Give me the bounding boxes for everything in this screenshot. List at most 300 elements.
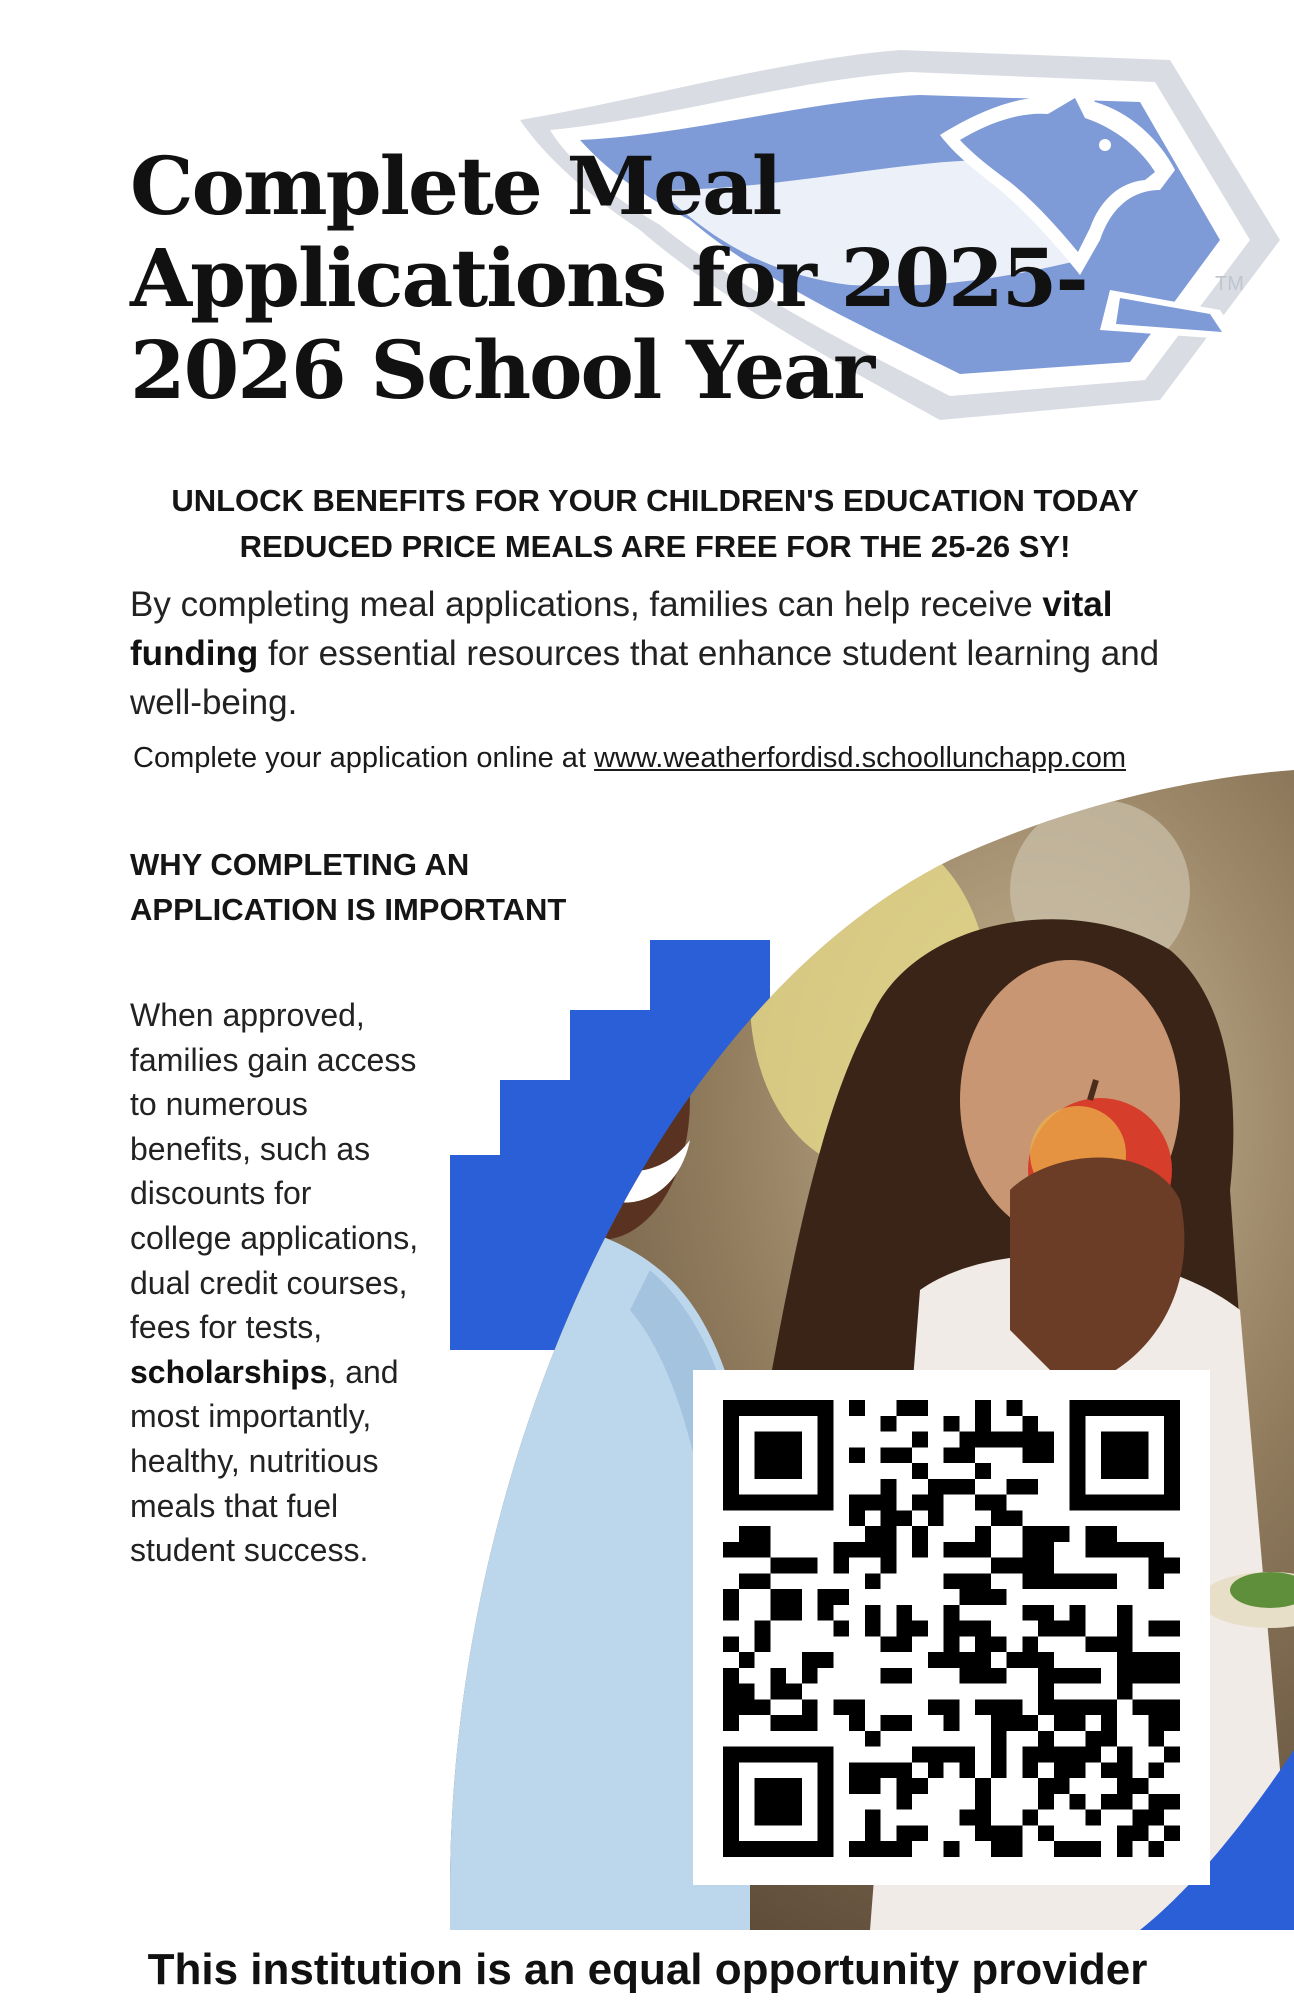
qr-module	[723, 1668, 739, 1684]
qr-module	[1007, 1432, 1023, 1448]
qr-module	[1070, 1668, 1086, 1684]
qr-module	[1148, 1810, 1164, 1826]
qr-module	[1133, 1825, 1149, 1841]
qr-module	[881, 1495, 897, 1511]
qr-module	[1117, 1668, 1133, 1684]
qr-module	[723, 1463, 739, 1479]
qr-module	[723, 1447, 739, 1463]
qr-module	[723, 1479, 739, 1495]
qr-module	[912, 1463, 928, 1479]
qr-module	[1007, 1479, 1023, 1495]
qr-module	[1038, 1605, 1054, 1621]
qr-module	[1101, 1447, 1117, 1463]
qr-module	[975, 1825, 991, 1841]
qr-module	[786, 1684, 802, 1700]
qr-module	[739, 1400, 755, 1416]
qr-module	[755, 1810, 771, 1826]
qr-module	[912, 1825, 928, 1841]
qr-module	[1022, 1810, 1038, 1826]
qr-module	[802, 1699, 818, 1715]
qr-module	[1117, 1400, 1133, 1416]
qr-module	[1070, 1479, 1086, 1495]
qr-module	[723, 1495, 739, 1511]
qr-module	[1101, 1542, 1117, 1558]
qr-module	[1164, 1652, 1180, 1668]
qr-module	[723, 1684, 739, 1700]
qr-module	[1133, 1699, 1149, 1715]
qr-module	[1164, 1747, 1180, 1763]
qr-module	[1101, 1463, 1117, 1479]
qr-module	[975, 1652, 991, 1668]
qr-module	[739, 1495, 755, 1511]
qr-module	[818, 1810, 834, 1826]
qr-module	[1038, 1684, 1054, 1700]
qr-module	[991, 1715, 1007, 1731]
qr-module	[1038, 1778, 1054, 1794]
qr-module	[991, 1495, 1007, 1511]
qr-module	[991, 1731, 1007, 1747]
qr-module	[786, 1558, 802, 1574]
qr-module	[723, 1589, 739, 1605]
qr-module	[896, 1794, 912, 1810]
qr-module	[881, 1762, 897, 1778]
qr-module	[896, 1715, 912, 1731]
qr-module	[1101, 1636, 1117, 1652]
qr-module	[1117, 1684, 1133, 1700]
qr-module	[896, 1841, 912, 1857]
qr-module	[1022, 1416, 1038, 1432]
qr-module	[1148, 1400, 1164, 1416]
qr-module	[723, 1699, 739, 1715]
qr-module	[912, 1542, 928, 1558]
qr-module	[818, 1778, 834, 1794]
qr-module	[1022, 1526, 1038, 1542]
qr-module	[896, 1400, 912, 1416]
qr-module	[833, 1589, 849, 1605]
qr-module	[896, 1825, 912, 1841]
qr-module	[1038, 1447, 1054, 1463]
qr-module	[1038, 1731, 1054, 1747]
intro-text-start: By completing meal applications, families can help receive	[130, 585, 1043, 624]
qr-module	[1101, 1432, 1117, 1448]
qr-module	[770, 1432, 786, 1448]
qr-module	[912, 1621, 928, 1637]
qr-module	[786, 1447, 802, 1463]
qr-module	[991, 1558, 1007, 1574]
qr-module	[1101, 1699, 1117, 1715]
qr-module	[1148, 1652, 1164, 1668]
qr-module	[1148, 1558, 1164, 1574]
qr-module	[723, 1605, 739, 1621]
qr-module	[1148, 1731, 1164, 1747]
qr-module	[770, 1589, 786, 1605]
qr-module	[1148, 1715, 1164, 1731]
qr-module	[1070, 1747, 1086, 1763]
qr-module	[1085, 1400, 1101, 1416]
qr-module	[959, 1447, 975, 1463]
qr-module	[991, 1699, 1007, 1715]
qr-module	[770, 1668, 786, 1684]
subheading	[110, 478, 1200, 570]
qr-module	[786, 1715, 802, 1731]
qr-module	[1101, 1400, 1117, 1416]
qr-module	[1022, 1636, 1038, 1652]
qr-module	[1007, 1715, 1023, 1731]
benefits-text-end: , and most importantly, healthy, nutritious meals that fuel student success.	[130, 1353, 399, 1569]
qr-module	[849, 1841, 865, 1857]
qr-module	[991, 1762, 1007, 1778]
qr-module	[912, 1400, 928, 1416]
qr-module	[975, 1699, 991, 1715]
qr-module	[818, 1463, 834, 1479]
qr-module	[1117, 1841, 1133, 1857]
qr-module	[1022, 1715, 1038, 1731]
qr-module	[739, 1652, 755, 1668]
qr-module	[723, 1747, 739, 1763]
qr-module	[1022, 1447, 1038, 1463]
qr-module	[1148, 1699, 1164, 1715]
qr-module	[818, 1652, 834, 1668]
qr-module	[944, 1636, 960, 1652]
qr-module	[1022, 1605, 1038, 1621]
qr-module	[912, 1747, 928, 1763]
qr-module	[723, 1542, 739, 1558]
qr-module	[723, 1794, 739, 1810]
qr-module	[818, 1432, 834, 1448]
qr-module	[770, 1400, 786, 1416]
page-title	[130, 140, 1180, 416]
qr-module	[739, 1542, 755, 1558]
qr-module	[1038, 1668, 1054, 1684]
qr-module	[770, 1558, 786, 1574]
qr-module	[802, 1668, 818, 1684]
qr-module	[786, 1495, 802, 1511]
qr-module	[944, 1621, 960, 1637]
qr-module	[944, 1416, 960, 1432]
qr-module	[1085, 1841, 1101, 1857]
qr-module	[1164, 1621, 1180, 1637]
why-heading-line-2: APPLICATION IS IMPORTANT	[130, 892, 567, 927]
qr-module	[833, 1542, 849, 1558]
qr-module	[1117, 1621, 1133, 1637]
qr-module	[881, 1447, 897, 1463]
qr-module	[849, 1699, 865, 1715]
qr-module	[1148, 1573, 1164, 1589]
qr-module	[1117, 1447, 1133, 1463]
qr-module	[802, 1841, 818, 1857]
qr-module	[1070, 1605, 1086, 1621]
qr-module	[1133, 1810, 1149, 1826]
qr-module	[1133, 1432, 1149, 1448]
qr-module	[849, 1400, 865, 1416]
qr-module	[1038, 1621, 1054, 1637]
qr-module	[975, 1495, 991, 1511]
qr-module	[944, 1652, 960, 1668]
title-line-3: 2026 School Year	[130, 323, 874, 417]
qr-module	[1054, 1715, 1070, 1731]
qr-module	[944, 1747, 960, 1763]
qr-module	[975, 1636, 991, 1652]
qr-module	[818, 1825, 834, 1841]
qr-module	[833, 1558, 849, 1574]
qr-module	[1101, 1573, 1117, 1589]
benefits-emphasis: scholarships	[130, 1353, 328, 1390]
qr-module	[818, 1794, 834, 1810]
qr-module	[1117, 1432, 1133, 1448]
qr-module	[944, 1479, 960, 1495]
qr-module	[723, 1636, 739, 1652]
qr-module	[739, 1526, 755, 1542]
qr-module	[959, 1479, 975, 1495]
qr-module	[770, 1747, 786, 1763]
qr-module	[881, 1636, 897, 1652]
qr-module	[959, 1621, 975, 1637]
qr-module	[928, 1699, 944, 1715]
qr-module	[975, 1526, 991, 1542]
qr-module	[1070, 1794, 1086, 1810]
qr-module	[818, 1447, 834, 1463]
qr-module	[912, 1432, 928, 1448]
qr-module	[896, 1621, 912, 1637]
qr-module	[991, 1825, 1007, 1841]
qr-code-icon[interactable]	[723, 1400, 1180, 1857]
qr-module	[1038, 1825, 1054, 1841]
qr-module	[786, 1605, 802, 1621]
qr-module	[1085, 1573, 1101, 1589]
qr-module	[849, 1542, 865, 1558]
qr-module	[881, 1668, 897, 1684]
qr-module	[975, 1416, 991, 1432]
qr-module	[723, 1715, 739, 1731]
qr-module	[959, 1652, 975, 1668]
qr-module	[1054, 1699, 1070, 1715]
qr-module	[912, 1778, 928, 1794]
qr-module	[1164, 1558, 1180, 1574]
qr-module	[928, 1747, 944, 1763]
subheading-line-2: REDUCED PRICE MEALS ARE FREE FOR THE 25-26 SY!	[239, 529, 1071, 564]
qr-module	[865, 1573, 881, 1589]
qr-module	[1164, 1447, 1180, 1463]
qr-module	[1070, 1447, 1086, 1463]
qr-module	[1038, 1542, 1054, 1558]
qr-module	[944, 1573, 960, 1589]
qr-module	[723, 1825, 739, 1841]
qr-module	[1164, 1794, 1180, 1810]
qr-module	[818, 1762, 834, 1778]
qr-module	[1117, 1542, 1133, 1558]
qr-module	[991, 1432, 1007, 1448]
qr-module	[959, 1810, 975, 1826]
qr-module	[1133, 1652, 1149, 1668]
qr-module	[1022, 1762, 1038, 1778]
qr-module	[1022, 1652, 1038, 1668]
qr-module	[1070, 1699, 1086, 1715]
qr-module	[896, 1762, 912, 1778]
qr-module	[1164, 1432, 1180, 1448]
qr-module	[818, 1479, 834, 1495]
qr-module	[865, 1542, 881, 1558]
qr-module	[755, 1778, 771, 1794]
qr-module	[1101, 1762, 1117, 1778]
qr-module	[991, 1841, 1007, 1857]
qr-code-panel	[693, 1370, 1210, 1885]
qr-module	[770, 1684, 786, 1700]
qr-module	[975, 1463, 991, 1479]
qr-module	[1022, 1558, 1038, 1574]
qr-module	[1101, 1794, 1117, 1810]
qr-module	[849, 1778, 865, 1794]
qr-module	[1101, 1731, 1117, 1747]
qr-module	[928, 1652, 944, 1668]
intro-paragraph	[130, 580, 1190, 727]
qr-module	[1148, 1794, 1164, 1810]
qr-module	[928, 1510, 944, 1526]
qr-module	[1164, 1479, 1180, 1495]
online-prefix: Complete your application online at	[133, 742, 595, 774]
qr-module	[912, 1526, 928, 1542]
qr-module	[755, 1400, 771, 1416]
qr-module	[959, 1573, 975, 1589]
application-website-link[interactable]: www.weatherfordisd.schoollunchapp.com	[594, 742, 1127, 774]
qr-module	[723, 1432, 739, 1448]
qr-module	[1164, 1825, 1180, 1841]
qr-module	[1085, 1495, 1101, 1511]
qr-module	[739, 1573, 755, 1589]
qr-module	[723, 1416, 739, 1432]
qr-module	[1022, 1479, 1038, 1495]
qr-module	[975, 1778, 991, 1794]
qr-module	[1101, 1495, 1117, 1511]
qr-module	[1117, 1463, 1133, 1479]
qr-module	[896, 1636, 912, 1652]
qr-module	[1085, 1731, 1101, 1747]
qr-module	[1148, 1668, 1164, 1684]
qr-module	[849, 1715, 865, 1731]
qr-module	[818, 1416, 834, 1432]
qr-module	[1022, 1542, 1038, 1558]
qr-module	[723, 1778, 739, 1794]
qr-module	[755, 1447, 771, 1463]
qr-module	[991, 1589, 1007, 1605]
qr-module	[1070, 1400, 1086, 1416]
qr-module	[975, 1794, 991, 1810]
subheading-line-1: UNLOCK BENEFITS FOR YOUR CHILDREN'S EDUCATION TODAY	[171, 483, 1139, 518]
qr-module	[1133, 1778, 1149, 1794]
qr-module	[1117, 1495, 1133, 1511]
qr-module	[755, 1463, 771, 1479]
title-line-1: Complete Meal	[130, 139, 781, 233]
qr-module	[896, 1605, 912, 1621]
qr-module	[786, 1432, 802, 1448]
qr-module	[944, 1542, 960, 1558]
qr-module	[959, 1589, 975, 1605]
qr-module	[1117, 1605, 1133, 1621]
qr-module	[1085, 1526, 1101, 1542]
qr-module	[786, 1463, 802, 1479]
intro-emphasis: vital funding	[130, 585, 1113, 673]
qr-module	[991, 1510, 1007, 1526]
qr-module	[849, 1495, 865, 1511]
qr-module	[770, 1495, 786, 1511]
qr-module	[723, 1400, 739, 1416]
qr-module	[944, 1699, 960, 1715]
qr-module	[1148, 1621, 1164, 1637]
qr-module	[1054, 1573, 1070, 1589]
qr-module	[896, 1510, 912, 1526]
qr-module	[975, 1400, 991, 1416]
qr-module	[786, 1778, 802, 1794]
benefits-text-start: When approved, families gain access to numerous benefits, such as discounts for college applications, dual credit courses, fees for tests,	[130, 997, 419, 1346]
qr-module	[975, 1573, 991, 1589]
qr-module	[739, 1747, 755, 1763]
qr-module	[723, 1810, 739, 1826]
qr-module	[1164, 1463, 1180, 1479]
qr-module	[1007, 1652, 1023, 1668]
title-line-2: Applications for 2025-	[130, 231, 1087, 325]
qr-module	[1117, 1747, 1133, 1763]
qr-module	[1022, 1573, 1038, 1589]
qr-module	[802, 1495, 818, 1511]
qr-module	[975, 1621, 991, 1637]
qr-module	[1133, 1400, 1149, 1416]
qr-module	[1117, 1652, 1133, 1668]
qr-module	[944, 1841, 960, 1857]
qr-module	[1148, 1495, 1164, 1511]
qr-module	[1070, 1416, 1086, 1432]
qr-module	[944, 1715, 960, 1731]
qr-module	[755, 1526, 771, 1542]
qr-module	[1101, 1715, 1117, 1731]
qr-module	[1007, 1841, 1023, 1857]
qr-module	[975, 1589, 991, 1605]
qr-module	[755, 1573, 771, 1589]
qr-module	[1101, 1526, 1117, 1542]
qr-module	[881, 1526, 897, 1542]
qr-module	[770, 1715, 786, 1731]
qr-module	[1054, 1747, 1070, 1763]
qr-module	[1164, 1416, 1180, 1432]
qr-module	[1054, 1526, 1070, 1542]
qr-module	[770, 1605, 786, 1621]
qr-module	[818, 1589, 834, 1605]
qr-module	[991, 1636, 1007, 1652]
qr-module	[818, 1495, 834, 1511]
qr-module	[755, 1495, 771, 1511]
qr-module	[865, 1825, 881, 1841]
qr-module	[1085, 1747, 1101, 1763]
qr-module	[881, 1558, 897, 1574]
qr-module	[865, 1778, 881, 1794]
qr-module	[975, 1542, 991, 1558]
qr-module	[802, 1747, 818, 1763]
qr-module	[1164, 1400, 1180, 1416]
qr-module	[928, 1762, 944, 1778]
qr-module	[786, 1747, 802, 1763]
qr-module	[802, 1652, 818, 1668]
qr-module	[1148, 1841, 1164, 1857]
qr-module	[881, 1542, 897, 1558]
qr-module	[1133, 1542, 1149, 1558]
qr-module	[1070, 1621, 1086, 1637]
qr-module	[865, 1762, 881, 1778]
qr-module	[865, 1605, 881, 1621]
qr-module	[959, 1668, 975, 1684]
qr-module	[881, 1841, 897, 1857]
qr-module	[849, 1510, 865, 1526]
qr-module	[1038, 1573, 1054, 1589]
qr-module	[849, 1762, 865, 1778]
qr-module	[818, 1841, 834, 1857]
